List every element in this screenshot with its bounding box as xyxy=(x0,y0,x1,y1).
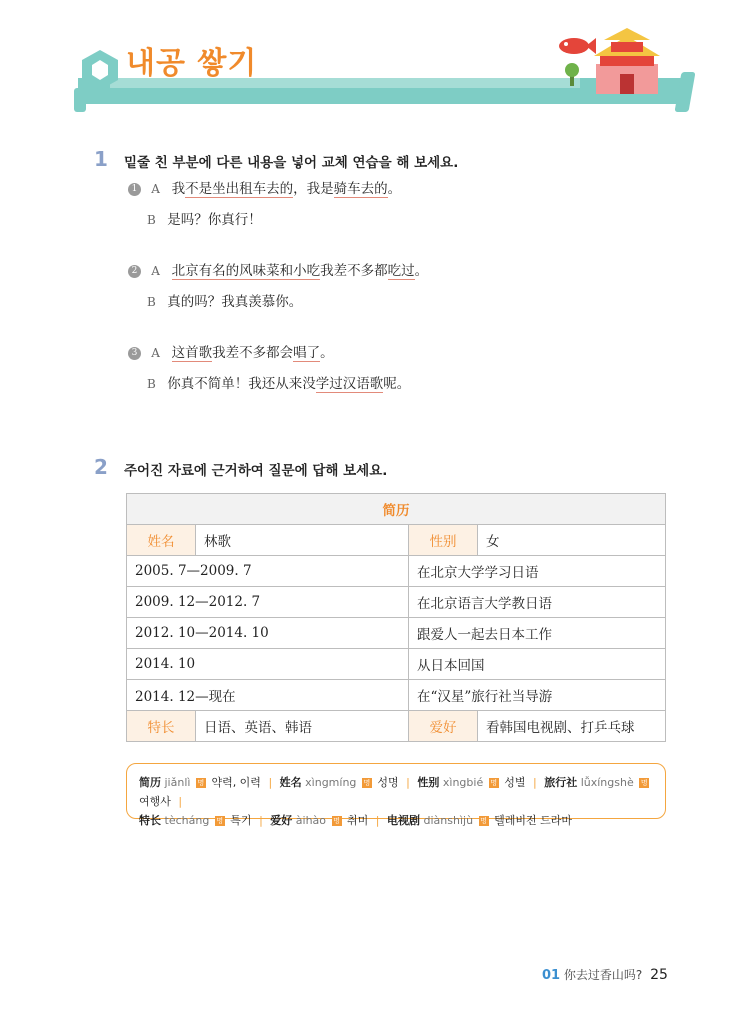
name-key: 姓名 xyxy=(127,525,196,556)
section-number: 1 xyxy=(94,147,108,171)
lesson-number: 01 xyxy=(542,968,561,983)
noun-tag: 명 xyxy=(640,779,648,787)
dialogue-line-b xyxy=(147,374,410,394)
divider: | xyxy=(178,795,183,808)
vocab-pinyin: xìngbié xyxy=(442,776,484,789)
table-row xyxy=(127,649,666,680)
vocab-meaning: 텔레비전 드라마 xyxy=(494,814,572,827)
vocab-word: 姓名 xyxy=(279,776,302,789)
table-row xyxy=(127,587,666,618)
vocabulary-box xyxy=(126,763,666,827)
divider: | xyxy=(268,776,273,789)
resume-table xyxy=(126,493,666,742)
vocab-word: 简历 xyxy=(139,776,161,789)
underlined-phrase: 唱了 xyxy=(293,345,321,361)
table-row xyxy=(127,556,666,587)
sentence-text: 。 xyxy=(387,181,402,197)
sentence-text: ，我是 xyxy=(293,181,334,197)
vocab-word: 爱好 xyxy=(270,814,293,827)
vocab-word: 旅行社 xyxy=(544,776,578,789)
skill-key: 特长 xyxy=(127,711,196,742)
speaker-label: B xyxy=(147,213,156,227)
vocab-pinyin: àihào xyxy=(295,814,327,827)
sentence-text: 你真不简单！我还从来没 xyxy=(167,376,316,392)
sentence-text: 。 xyxy=(320,345,334,361)
sentence-text: 是吗？你真行！ xyxy=(167,212,262,228)
page-number: 25 xyxy=(650,967,668,983)
gender-value: 女 xyxy=(478,525,666,556)
sentence-text: 。 xyxy=(414,263,429,279)
event-cell: 在“汉星”旅行社当导游 xyxy=(409,680,666,711)
underlined-phrase: 骑车去的 xyxy=(333,181,388,197)
noun-tag: 명 xyxy=(333,817,340,825)
speaker-label: A xyxy=(151,264,160,278)
item-number-badge: 3 xyxy=(128,347,141,360)
dialogue-line-a xyxy=(128,343,334,363)
date-cell: 2005. 7—2009. 7 xyxy=(127,556,409,587)
hexagon-icon xyxy=(80,48,120,92)
dialogue-line-b xyxy=(147,210,262,230)
vocab-pinyin: lǚxíngshè xyxy=(580,776,634,789)
vocab-pinyin: tècháng xyxy=(164,814,210,827)
vocab-meaning: 성명 xyxy=(377,776,399,789)
table-row xyxy=(127,618,666,649)
vocab-meaning: 성별 xyxy=(504,776,526,789)
vocab-pinyin: diànshìjù xyxy=(423,814,474,827)
underlined-phrase: 不是坐出租车去的 xyxy=(185,181,294,197)
name-value: 林歌 xyxy=(196,525,409,556)
event-cell: 从日本回国 xyxy=(409,649,666,680)
date-cell: 2009. 12—2012. 7 xyxy=(127,587,409,618)
page-footer xyxy=(542,966,668,983)
date-cell: 2012. 10—2014. 10 xyxy=(127,618,409,649)
noun-tag: 명 xyxy=(216,817,224,825)
vocab-word: 电视剧 xyxy=(387,814,421,827)
dialogue-line-a xyxy=(128,261,428,281)
sentence-text: 真的吗？我真羡慕你。 xyxy=(167,294,303,310)
event-cell: 跟爱人一起去日本工作 xyxy=(409,618,666,649)
vocab-meaning: 특기 xyxy=(230,814,252,827)
vocab-word: 性别 xyxy=(417,776,440,789)
sentence-text: 我 xyxy=(171,181,186,197)
vocabulary-line xyxy=(139,811,653,830)
table-header: 简历 xyxy=(127,494,666,525)
vocabulary-line xyxy=(139,773,653,811)
hobby-key: 爱好 xyxy=(409,711,478,742)
vocab-pinyin: jiǎnlì xyxy=(164,776,191,789)
underlined-phrase: 吃过 xyxy=(387,263,415,279)
item-number-badge: 1 xyxy=(128,183,141,196)
vocab-meaning: 약력, 이력 xyxy=(211,776,261,789)
sentence-text: 我差不多都会 xyxy=(212,345,294,361)
noun-tag: 명 xyxy=(197,779,205,787)
item-number-badge: 2 xyxy=(128,265,141,278)
event-cell: 在北京大学学习日语 xyxy=(409,556,666,587)
vocab-pinyin: xìngmíng xyxy=(305,776,357,789)
speaker-label: A xyxy=(151,346,160,360)
section-number: 2 xyxy=(94,455,108,479)
divider: | xyxy=(259,814,263,827)
noun-tag: 명 xyxy=(363,779,371,787)
vocab-meaning: 취미 xyxy=(347,814,369,827)
dialogue-line-b xyxy=(147,292,302,312)
lesson-title: 你去过香山吗? xyxy=(563,968,643,982)
divider: | xyxy=(532,776,537,789)
sentence-text: 我差不多都 xyxy=(320,263,388,279)
gender-key: 性别 xyxy=(409,525,478,556)
vocab-meaning: 여행사 xyxy=(139,795,171,808)
page-title: 내공 쌓기 xyxy=(126,46,258,81)
section-title: 밑줄 친 부분에 다른 내용을 넣어 교체 연습을 해 보세요. xyxy=(124,155,459,171)
sentence-text: 呢。 xyxy=(383,376,411,392)
divider: | xyxy=(406,776,410,789)
speaker-label: B xyxy=(147,295,156,309)
noun-tag: 명 xyxy=(480,817,487,825)
gate-illustration-icon xyxy=(556,26,666,96)
hobby-value: 看韩国电视剧、打乒乓球 xyxy=(478,711,666,742)
vocab-word: 特长 xyxy=(139,814,161,827)
dialogue-line-a xyxy=(128,179,401,199)
speaker-label: B xyxy=(147,377,156,391)
underlined-phrase: 北京有名的风味菜和小吃 xyxy=(171,263,321,279)
section-title: 주어진 자료에 근거하여 질문에 답해 보세요. xyxy=(124,463,388,479)
table-row xyxy=(127,680,666,711)
date-cell: 2014. 12—现在 xyxy=(127,680,409,711)
underlined-phrase: 学过汉语歌 xyxy=(315,376,384,392)
date-cell: 2014. 10 xyxy=(127,649,409,680)
event-cell: 在北京语言大学教日语 xyxy=(409,587,666,618)
speaker-label: A xyxy=(151,182,160,196)
skill-value: 日语、英语、韩语 xyxy=(196,711,409,742)
underlined-phrase: 这首歌 xyxy=(171,345,213,361)
noun-tag: 명 xyxy=(490,779,498,787)
divider: | xyxy=(375,814,380,827)
